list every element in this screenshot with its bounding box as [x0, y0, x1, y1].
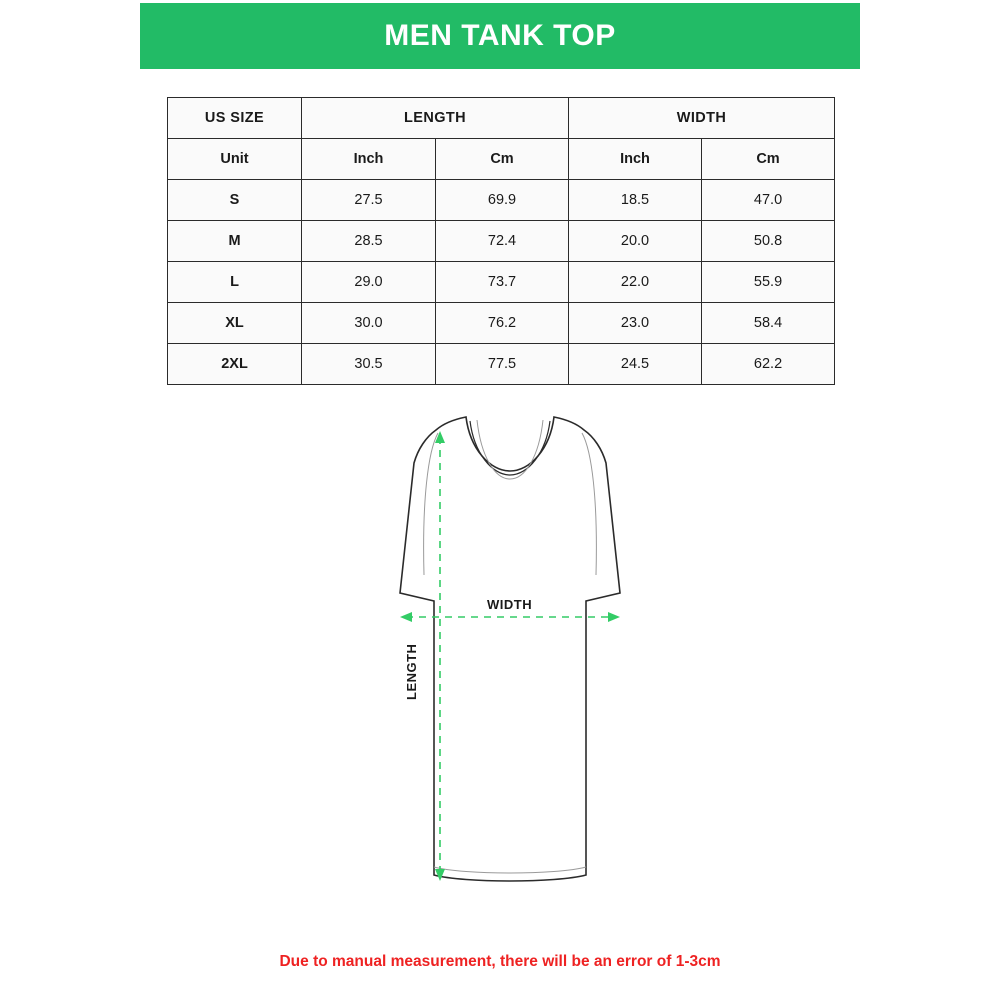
row-length-inch: 28.5	[302, 221, 436, 262]
row-length-cm: 73.7	[436, 262, 569, 303]
tank-top-icon	[400, 417, 620, 881]
header-length: LENGTH	[302, 98, 569, 139]
table-row	[168, 221, 835, 262]
row-size: 2XL	[168, 344, 302, 385]
row-width-inch: 20.0	[569, 221, 702, 262]
header-banner	[140, 3, 860, 69]
width-arrow-left	[400, 612, 412, 622]
table-header-row	[168, 98, 835, 139]
width-label: WIDTH	[487, 597, 533, 612]
length-label: LENGTH	[404, 643, 419, 700]
width-arrow-right	[608, 612, 620, 622]
row-size: S	[168, 180, 302, 221]
row-size: XL	[168, 303, 302, 344]
row-width-cm: 62.2	[702, 344, 835, 385]
unit-label: Unit	[168, 139, 302, 180]
table-row	[168, 303, 835, 344]
unit-length-cm: Cm	[436, 139, 569, 180]
row-length-inch: 30.5	[302, 344, 436, 385]
row-width-inch: 22.0	[569, 262, 702, 303]
header-us-size: US SIZE	[168, 98, 302, 139]
unit-width-inch: Inch	[569, 139, 702, 180]
row-length-cm: 77.5	[436, 344, 569, 385]
row-length-cm: 69.9	[436, 180, 569, 221]
unit-length-inch: Inch	[302, 139, 436, 180]
table-row	[168, 344, 835, 385]
row-length-inch: 30.0	[302, 303, 436, 344]
row-size: L	[168, 262, 302, 303]
row-width-inch: 23.0	[569, 303, 702, 344]
row-length-inch: 27.5	[302, 180, 436, 221]
table-row	[168, 180, 835, 221]
page-title: MEN TANK TOP	[384, 19, 616, 52]
size-chart	[167, 97, 834, 385]
measurement-note: Due to manual measurement, there will be an error of 1-3cm	[279, 953, 721, 970]
unit-width-cm: Cm	[702, 139, 835, 180]
header-width: WIDTH	[569, 98, 835, 139]
row-width-cm: 58.4	[702, 303, 835, 344]
garment-illustration	[340, 405, 680, 915]
row-width-inch: 18.5	[569, 180, 702, 221]
row-width-cm: 47.0	[702, 180, 835, 221]
row-length-cm: 72.4	[436, 221, 569, 262]
size-table	[167, 97, 835, 385]
row-width-inch: 24.5	[569, 344, 702, 385]
row-width-cm: 50.8	[702, 221, 835, 262]
row-length-inch: 29.0	[302, 262, 436, 303]
row-length-cm: 76.2	[436, 303, 569, 344]
row-size: M	[168, 221, 302, 262]
table-unit-row	[168, 139, 835, 180]
table-row	[168, 262, 835, 303]
row-width-cm: 55.9	[702, 262, 835, 303]
